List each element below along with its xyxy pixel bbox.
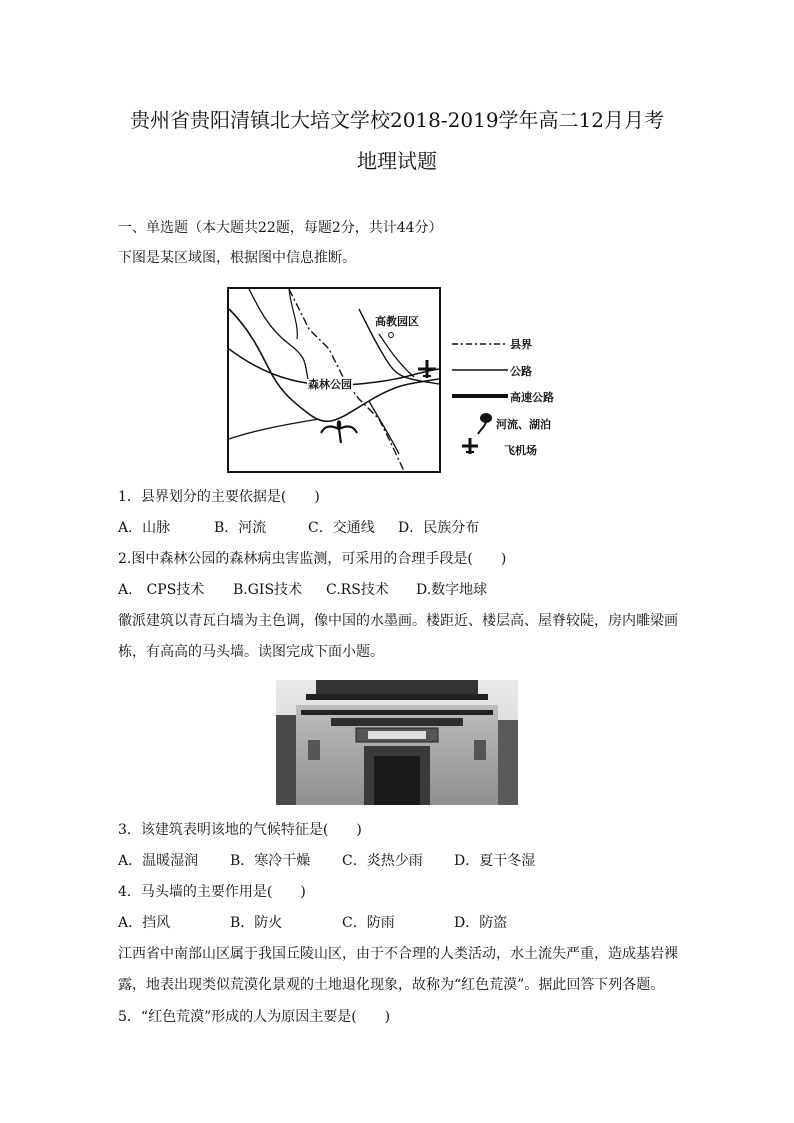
question-3: 3．该建筑表明该地的气候特征是( ) [118,822,362,838]
option-c: C．防雨 [342,915,395,931]
question-5: 5．“红色荒漠”形成的人为原因主要是( ) [118,1009,391,1025]
option-d: D．防盗 [454,915,508,931]
question-2: 2.图中森林公园的森林病虫害监测，可采用的合理手段是( ) [118,551,507,567]
legend-label: 公路 [510,365,532,378]
river-path [289,289,297,339]
forest-park-label: 森林公园 [308,378,352,391]
legend-label: 县界 [510,338,532,351]
option-a: A．山脉 [118,520,171,536]
river-path [369,401,399,454]
campus-point [389,333,394,338]
exam-title-line2: 地理试题 [357,149,437,173]
passage-jiangxi-line1: 江西省中南部山区属于我国丘陵山区，由于不合理的人类活动，水土流失严重，造成基岩裸 [118,946,678,962]
option-d: D．夏干冬湿 [454,853,536,869]
option-a: A．挡风 [118,915,171,931]
section-heading: 一、单选题（本大题共22题，每题2分，共计44分） [118,220,443,236]
airplane-icon [462,438,478,454]
legend-label: 河流、湖泊 [496,418,551,431]
huizhou-building-photo [276,680,518,805]
legend-label: 飞机场 [504,445,537,456]
option-c: C.RS技术 [326,582,389,598]
option-c: C．交通线 [308,520,375,536]
river-path [249,289,309,384]
passage-jiangxi-line2: 露，地表出现类似荒漠化景观的土地退化现象，故称为“红色荒漠”。据此回答下列各题。 [118,977,665,993]
region-map [227,287,441,473]
river-lake-icon [478,413,492,434]
option-a: A．温暖湿润 [118,853,199,869]
campus-label: 高教园区 [375,315,419,328]
legend-label: 高速公路 [510,391,554,404]
option-c: C．炎热少雨 [342,853,423,869]
legend-symbols [450,338,512,458]
passage-huizhou-line1: 徽派建筑以青瓦白墙为主色调，像中国的水墨画。楼距近、楼层高、屋脊较陡，房内雕梁画 [118,613,678,629]
question-1: 1．县界划分的主要依据是( ) [118,489,320,505]
forest-symbol-icon [321,422,357,444]
question-4: 4．马头墙的主要作用是( ) [118,884,306,900]
passage-huizhou-line2: 栋，有高高的马头墙。读图完成下面小题。 [118,644,384,660]
option-d: D．民族分布 [398,520,480,536]
option-b: B.GIS技术 [233,582,303,598]
option-a: A. CPS技术 [118,582,205,598]
option-b: B．河流 [214,520,267,536]
option-b: B．防火 [230,915,283,931]
river-path [229,419,319,439]
building-illustration [276,680,518,805]
map-intro: 下图是某区域图，根据图中信息推断。 [118,250,356,266]
option-d: D.数字地球 [416,582,488,598]
airplane-icon [418,360,436,378]
option-b: B．寒冷干燥 [230,853,311,869]
exam-title-line1: 贵州省贵阳清镇北大培文学校2018-2019学年高二12月月考 [129,108,664,132]
